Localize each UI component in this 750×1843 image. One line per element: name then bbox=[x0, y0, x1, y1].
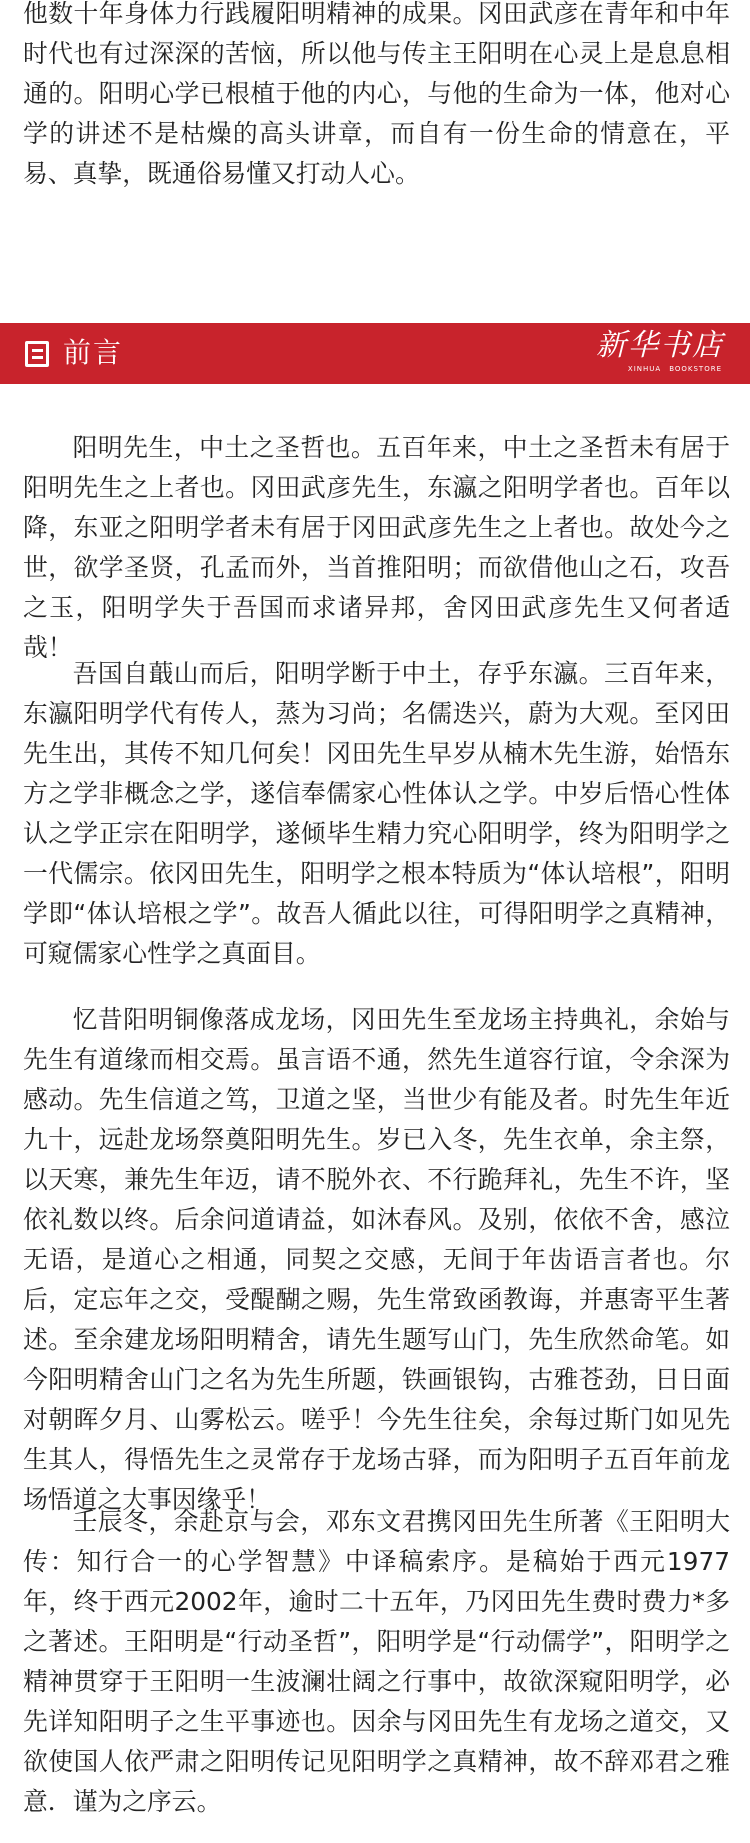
document-icon bbox=[25, 341, 49, 367]
paragraph-text: 壬辰冬，余赴京与会，邓东文君携冈田先生所著《王阳明大传：知行合一的心学智慧》中译稿索序。是稿始于西元1977年，终于西元2002年，逾时二十五年，乃冈田先生费时费力*多之著述。王阳明是“行动圣哲”，阳明学是“行动儒学”，阳明学之精神贯穿于王阳明一生波澜壮阔之行事中，故欲深窥阳明学，必先详知阳明子之生平事迹也。因余与冈田先生有龙场之道交，又欲使国人依严肃之阳明传记见阳明学之真精神，故不辞邓君之雅意．谨为之序云。 bbox=[23, 1507, 730, 1816]
preface-paragraph-1 bbox=[23, 428, 730, 668]
paragraph-text: 阳明先生，中土之圣哲也。五百年来，中土之圣哲未有居于阳明先生之上者也。冈田武彦先生，东瀛之阳明学者也。百年以降，东亚之阳明学者未有居于冈田武彦先生之上者也。故处今之世，欲学圣贤，孔孟而外，当首推阳明；而欲借他山之石，攻吾之玉，阳明学失于吾国而求诸异邦，舍冈田武彦先生又何者适哉！ bbox=[23, 433, 730, 662]
paragraph-text: 忆昔阳明铜像落成龙场，冈田先生至龙场主持典礼，余始与先生有道缘而相交焉。虽言语不通，然先生道容行谊，令余深为感动。先生信道之笃，卫道之坚，当世少有能及者。时先生年近九十，远赴龙场祭奠阳明先生。岁已入冬，先生衣单，余主祭，以天寒，兼先生年迈，请不脱外衣、不行跪拜礼，先生不许，坚依礼数以终。后余问道请益，如沐春风。及别，依依不舍，感泣无语，是道心之相通，同契之交感，无间于年齿语言者也。尔后，定忘年之交，受醍醐之赐，先生常致函教诲，并惠寄平生著述。至余建龙场阳明精舍，请先生题写山门，先生欣然命笔。如今阳明精舍山门之名为先生所题，铁画银钩，古雅苍劲，日日面对朝晖夕月、山雾松云。嗟乎！今先生往矣，余每过斯门如见先生其人，得悟先生之灵常存于龙场古驿，而为阳明子五百年前龙场悟道之大事因缘乎！ bbox=[23, 1005, 730, 1514]
intro-text-block bbox=[23, 0, 730, 194]
section-header-bar bbox=[0, 323, 750, 384]
xinhua-bookstore-logo bbox=[584, 329, 724, 379]
intro-paragraph: 他数十年身体力行践履阳明精神的成果。冈田武彦在青年和中年时代也有过深深的苦恼，所以他与传主王阳明在心灵上是息息相通的。阳明心学已根植于他的内心，与他的生命为一体，他对心学的讲述不是枯燥的高头讲章，而自有一份生命的情意在，平易、真挚，既通俗易懂又打动人心。 bbox=[23, 0, 730, 188]
section-title: 前言 bbox=[63, 336, 124, 369]
paragraph-text: 吾国自蕺山而后，阳明学断于中土，存乎东瀛。三百年来，东瀛阳明学代有传人，蒸为习尚；名儒迭兴，蔚为大观。至冈田先生出，其传不知几何矣！冈田先生早岁从楠木先生游，始悟东方之学非概念之学，遂信奉儒家心性体认之学。中岁后悟心性体认之学正宗在阳明学，遂倾毕生精力究心阳明学，终为阳明学之一代儒宗。依冈田先生，阳明学之根本特质为“体认培根”，阳明学即“体认培根之学”。故吾人循此以往，可得阳明学之真精神，可窥儒家心性学之真面目。 bbox=[23, 659, 730, 968]
preface-paragraph-4 bbox=[23, 1502, 730, 1822]
logo-chinese-text: 新华书店 bbox=[596, 328, 724, 363]
preface-paragraph-3 bbox=[23, 1000, 730, 1520]
logo-english-text: XINHUA BOOKSTORE bbox=[627, 365, 722, 373]
preface-paragraph-2 bbox=[23, 654, 730, 974]
